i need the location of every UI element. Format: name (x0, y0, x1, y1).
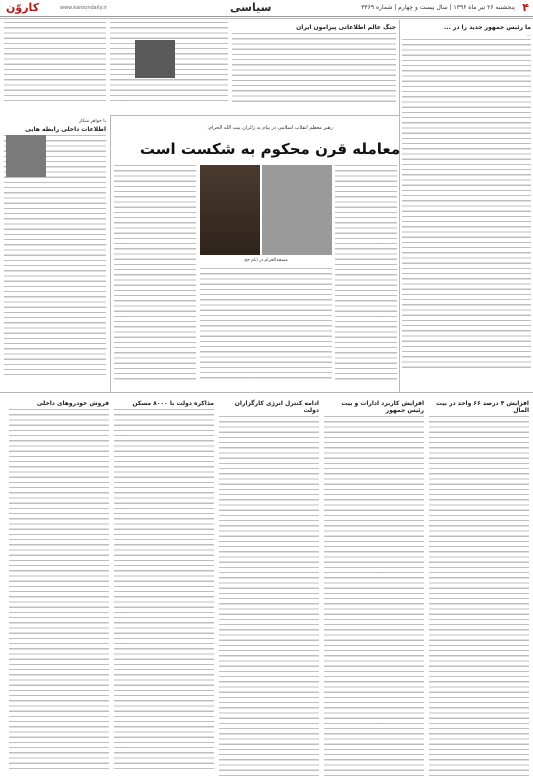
news-photo (135, 40, 175, 78)
leader-photo (262, 165, 332, 255)
divider (110, 115, 111, 392)
divider (0, 18, 533, 19)
lead-body-right (335, 165, 397, 387)
kaaba-photo (200, 165, 260, 255)
article-body (402, 39, 531, 369)
article-body (232, 33, 396, 105)
column-title: با خواهر شکار (78, 119, 106, 124)
bottom-col-2 (324, 398, 424, 776)
lead-body-left (114, 165, 196, 387)
issue-meta: پنجشنبه ۲۶ تیر ماه ۱۳۹۶ | سال بیست و چهارم | شماره ۳۳۶۹ (361, 4, 515, 11)
bottom-headline: مذاکره دولت با ۸۰۰۰ مسکن (132, 400, 214, 407)
far-left-article (4, 22, 106, 112)
bottom-headline: فروش خودروهای داخلی (36, 400, 109, 407)
photo-caption: مسجدالحرام در ایام حج (244, 258, 288, 263)
website-link[interactable]: www.karoondaily.ir (60, 5, 107, 11)
divider (399, 20, 400, 392)
newspaper-logo: کاروّن (6, 1, 40, 14)
bottom-headline: ادامه کنترل انرژی کارگزاران دولت (234, 400, 319, 414)
bottom-col-1 (429, 398, 529, 776)
article-body (4, 22, 106, 102)
bottom-col-5 (9, 398, 109, 769)
bottom-section (4, 398, 529, 776)
article-title: ما رئیس جمهور جدید را در ... (443, 24, 531, 31)
section-title: سیاسی (230, 1, 272, 14)
lead-kicker: رهبر معظم انقلاب اسلامی در پیام به زائران بیت الله الحرام: (207, 125, 333, 131)
article-title: جنگ عالم اطلاعاتی پیرامون ایران (296, 24, 396, 31)
page-number: ۴ (522, 1, 529, 14)
divider (110, 115, 399, 116)
page-header (0, 0, 533, 17)
author-photo (6, 135, 46, 177)
article-subtitle: ... (526, 33, 531, 38)
bottom-headline: افزایش ۴ درصد ۶۶ واحد در بیت المال (435, 400, 529, 414)
bottom-col-3 (219, 398, 319, 776)
right-column (402, 22, 531, 390)
column-headline: اطلاعات داخلی رابطه هایی (25, 126, 106, 133)
bottom-col-4 (114, 398, 214, 769)
top-center-article (232, 22, 396, 112)
bottom-headline: افزایش کاربرد ادارات و بیت رئیس جمهور (341, 400, 424, 414)
lead-headline: معامله قرن محکوم به شکست است (139, 140, 401, 158)
divider (0, 392, 533, 393)
lead-body-center (200, 268, 332, 387)
